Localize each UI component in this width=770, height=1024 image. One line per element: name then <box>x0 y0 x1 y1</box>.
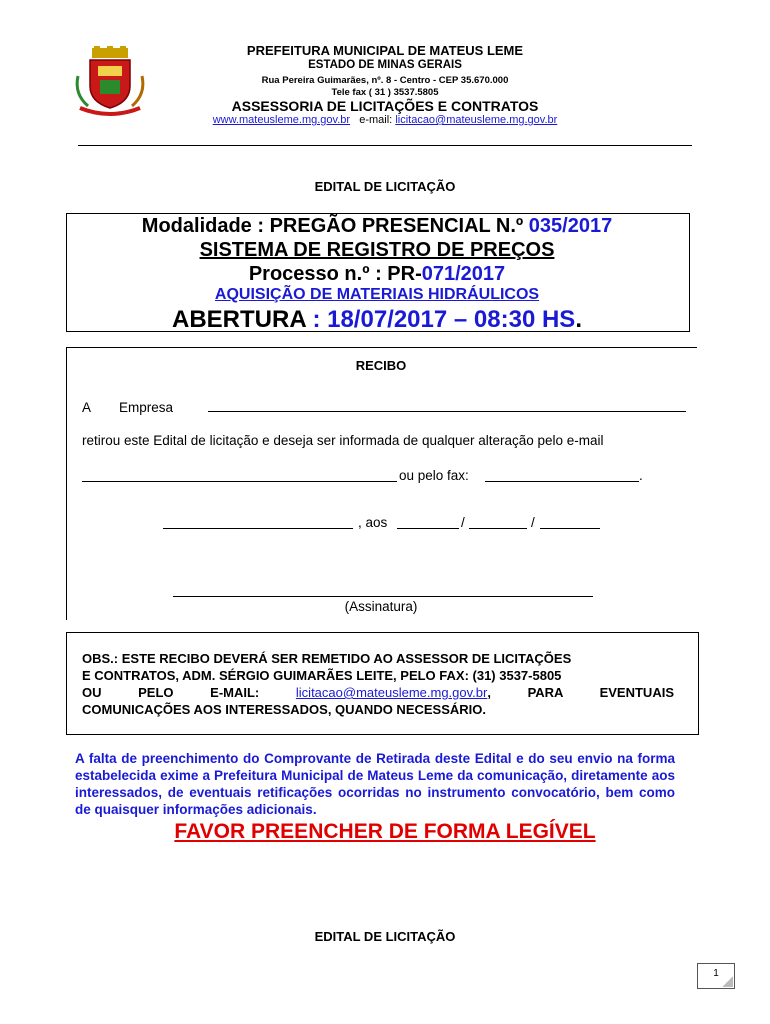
aquisicao-object: AQUISIÇÃO DE MATERIAIS HIDRÁULICOS <box>214 286 540 303</box>
fax-fill-line[interactable] <box>485 481 639 482</box>
recibo-title: RECIBO <box>355 358 407 373</box>
email-link[interactable]: licitacao@mateusleme.mg.gov.br <box>395 114 558 126</box>
obs-text <box>82 650 674 718</box>
obs-line-3b: , PARA EVENTUAIS <box>487 685 674 700</box>
header-divider <box>78 145 692 146</box>
recibo-box <box>66 347 697 620</box>
abertura-end: . <box>575 306 582 333</box>
header-phone: Tele fax ( 31 ) 3537.5805 <box>331 87 439 98</box>
signature-line[interactable] <box>173 596 593 597</box>
signature-label: (Assinatura) <box>344 599 418 614</box>
header-prefeitura: PREFEITURA MUNICIPAL DE MATEUS LEME <box>246 43 524 58</box>
modalidade-label: Modalidade : PREGÃO PRESENCIAL N.º <box>141 215 529 237</box>
recibo-a: A <box>82 400 92 415</box>
warning-paragraph: A falta de preenchimento do Comprovante de Retirada deste Edital e do seu envio na forma estabelecida exime a Prefeitura Municipal de Mateus Leme da comunicação, diretamente aos interessados, de eventuais retificações ocorridas no instrumento convocatório, bem como de quaisquer informações adicionais. <box>75 751 675 817</box>
year-fill-line[interactable] <box>540 528 600 529</box>
email-fill-line[interactable] <box>82 481 397 482</box>
processo-line <box>66 263 688 286</box>
recibo-empresa-label: Empresa <box>119 400 174 415</box>
website-link[interactable]: www.mateusleme.mg.gov.br <box>212 114 351 126</box>
page-fold-icon <box>722 976 733 987</box>
recibo-dot: . <box>639 468 643 483</box>
favor-preencher-notice: FAVOR PREENCHER DE FORMA LEGÍVEL <box>174 820 596 843</box>
municipal-coat-of-arms-logo <box>70 46 150 118</box>
edital-title-bottom: EDITAL DE LICITAÇÃO <box>314 929 456 944</box>
city-fill-line[interactable] <box>163 528 353 529</box>
page-number: 1 <box>697 963 735 989</box>
abertura-line <box>66 306 688 334</box>
obs-line-3a: OU PELO E-MAIL: <box>82 685 296 700</box>
obs-line-4: COMUNICAÇÕES AOS INTERESSADOS, QUANDO NECESSÁRIO. <box>82 702 487 717</box>
recibo-text: retirou este Edital de licitação e deseja ser informada de qualquer alteração pelo e-mail <box>82 433 604 448</box>
abertura-label: ABERTURA <box>172 306 306 333</box>
modalidade-number: 035/2017 <box>528 215 613 237</box>
sistema-registro-precos: SISTEMA DE REGISTRO DE PREÇOS <box>199 239 555 261</box>
obs-email-link[interactable]: licitacao@mateusleme.mg.gov.br <box>295 685 488 700</box>
obs-line-2: E CONTRATOS, ADM. SÉRGIO GUIMARÃES LEITE, PELO FAX: (31) 3537-5805 <box>82 668 562 683</box>
date-slash-2: / <box>531 515 535 530</box>
empresa-fill-line[interactable] <box>208 411 686 412</box>
recibo-fax-label: ou pelo fax: <box>399 468 469 483</box>
obs-line-1: OBS.: ESTE RECIBO DEVERÁ SER REMETIDO AO ASSESSOR DE LICITAÇÕES <box>82 651 572 666</box>
abertura-value: : 18/07/2017 – 08:30 HS <box>305 306 576 333</box>
processo-label: Processo n.º : PR- <box>248 263 422 285</box>
day-fill-line[interactable] <box>397 528 459 529</box>
header-address: Rua Pereira Guimarães, nº. 8 - Centro - CEP 35.670.000 <box>261 75 509 86</box>
header-contacts <box>160 114 610 126</box>
modalidade-line <box>66 215 688 238</box>
recibo-aos: , aos <box>358 515 388 530</box>
date-slash-1: / <box>461 515 465 530</box>
header-estado: ESTADO DE MINAS GERAIS <box>308 59 462 71</box>
header-department: ASSESSORIA DE LICITAÇÕES E CONTRATOS <box>231 98 539 114</box>
processo-number: 071/2017 <box>421 263 506 285</box>
edital-title: EDITAL DE LICITAÇÃO <box>314 179 456 194</box>
month-fill-line[interactable] <box>469 528 527 529</box>
obs-line-3 <box>82 684 674 701</box>
email-label: e-mail: <box>359 114 393 126</box>
